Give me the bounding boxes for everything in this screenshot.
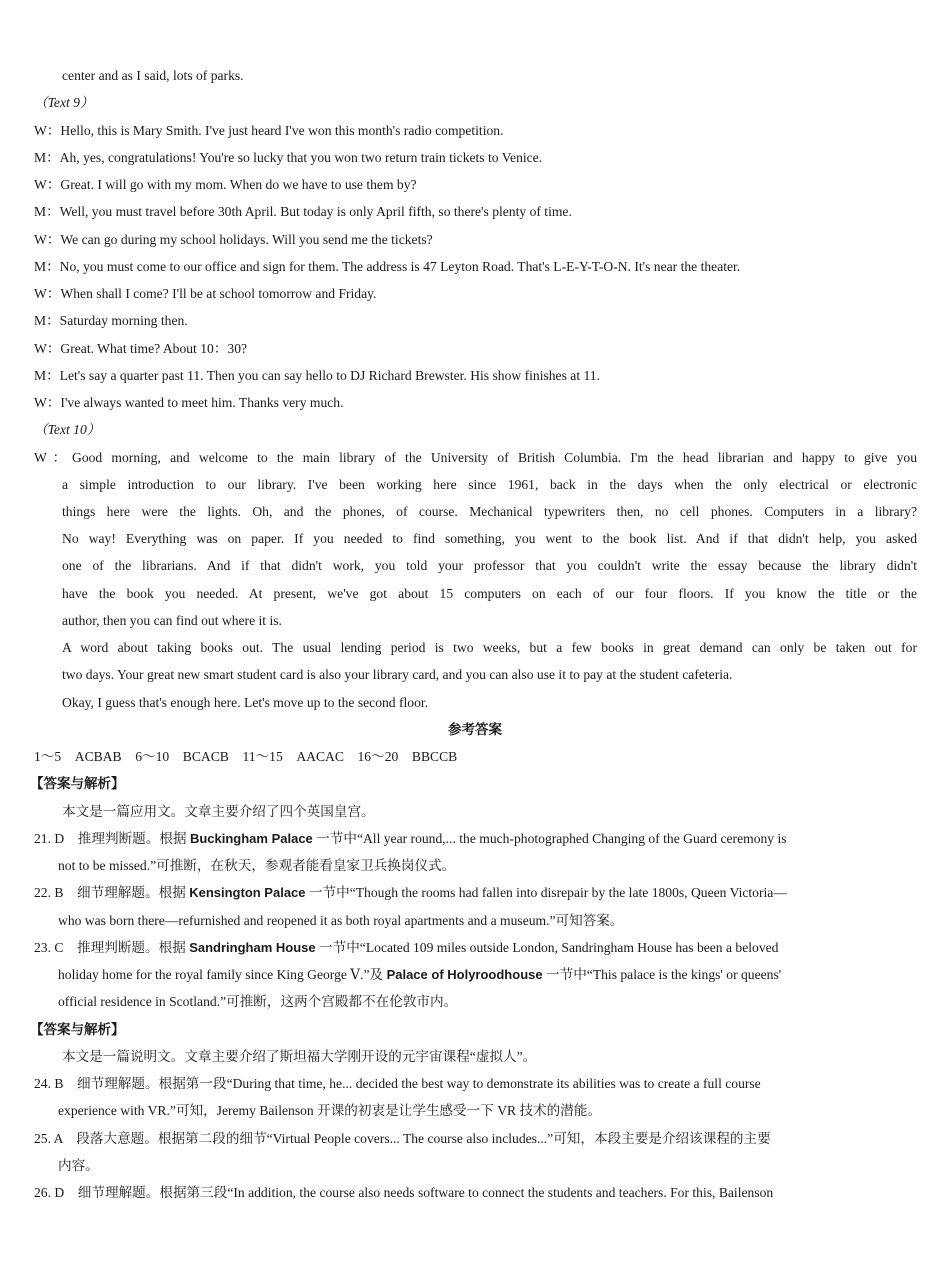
dialogue-line: W：Great. I will go with my mom. When do we have to use them by?	[34, 177, 417, 192]
analysis-heading: 【答案与解析】	[30, 776, 125, 792]
analysis-text: 21. D 推理判断题。根据	[34, 831, 190, 846]
section-name: Palace of Holyroodhouse	[386, 967, 543, 982]
analysis-text: official residence in Scotland.”可推断，这两个宫殿都不在伦敦市内。	[58, 994, 458, 1009]
analysis-text: 24. B 细节理解题。根据第一段“During that time, he... decided the best way to demonstrate its abilities was to create a full course	[34, 1076, 761, 1091]
dialogue-line: W：We can go during my school holidays. Will you send me the tickets?	[34, 232, 433, 247]
analysis-intro: 本文是一篇说明文。文章主要介绍了斯坦福大学刚开设的元宇宙课程“虚拟人”。	[62, 1049, 537, 1064]
dialogue-line: M：Well, you must travel before 30th April. But today is only April fifth, so there's plenty of time.	[34, 204, 572, 219]
dialogue-line: M：No, you must come to our office and sign for them. The address is 47 Leyton Road. That's L-E-Y-T-O-N. It's near the theater.	[34, 259, 741, 274]
monologue-line: W：Good morning, and welcome to the main library of the University of British Columbia. I'm the head librarian and happy to give you	[34, 450, 917, 465]
transcript-line: center and as I said, lots of parks.	[62, 68, 244, 83]
dialogue-line: M：Let's say a quarter past 11. Then you can say hello to DJ Richard Brewster. His show finishes at 11.	[34, 368, 600, 383]
analysis-item	[58, 966, 781, 984]
dialogue-line: W：Great. What time? About 10：30?	[34, 341, 248, 356]
dialogue-line: M：Ah, yes, congratulations! You're so lucky that you won two return train tickets to Venice.	[34, 150, 543, 165]
text10-label: （Text 10）	[34, 422, 101, 437]
dialogue-line: W：I've always wanted to meet him. Thanks very much.	[34, 395, 344, 410]
section-name: Kensington Palace	[189, 885, 306, 900]
analysis-text: 25. A 段落大意题。根据第二段的细节“Virtual People covers... The course also includes...”可知，本段主要是介绍该课程的主要	[34, 1131, 771, 1146]
analysis-text: 22. B 细节理解题。根据	[34, 885, 190, 900]
analysis-text: 内容。	[58, 1158, 99, 1173]
dialogue-line: M：Saturday morning then.	[34, 313, 188, 328]
monologue-line: things here were the lights. Oh, and the phones, of course. Mechanical typewriters then, no cell phones. Computers in a library?	[62, 504, 917, 519]
analysis-heading: 【答案与解析】	[30, 1022, 125, 1038]
section-name: Sandringham House	[189, 940, 316, 955]
monologue-line: Okay, I guess that's enough here. Let's move up to the second floor.	[62, 695, 429, 710]
dialogue-line: W：Hello, this is Mary Smith. I've just heard I've won this month's radio competition.	[34, 123, 504, 138]
section-name: Buckingham Palace	[189, 831, 313, 846]
analysis-item	[34, 884, 787, 902]
analysis-text: 一节中“Though the rooms had fallen into disrepair by the late 1800s, Queen Victoria—	[305, 885, 787, 900]
monologue-line: author, then you can find out where it is.	[62, 613, 282, 628]
analysis-text: holiday home for the royal family since King George Ⅴ.”及	[58, 967, 387, 982]
answers-title: 参考答案	[448, 722, 502, 738]
answer-key: 1～5 ACBAB 6～10 BCACB 11～15 AACAC 16～20 BBCCB	[34, 749, 458, 764]
analysis-intro: 本文是一篇应用文。文章主要介绍了四个英国皇宫。	[62, 804, 375, 819]
monologue-line: one of the librarians. And if that didn't work, you told your professor that you couldn't write the essay because the library didn't	[62, 558, 917, 573]
analysis-text: 一节中“Located 109 miles outside London, Sandringham House has been a beloved	[315, 940, 779, 955]
analysis-text: 23. C 推理判断题。根据	[34, 940, 190, 955]
dialogue-line: W：When shall I come? I'll be at school tomorrow and Friday.	[34, 286, 377, 301]
analysis-text: not to be missed.”可推断，在秋天，参观者能看皇家卫兵换岗仪式。	[58, 858, 456, 873]
analysis-item	[34, 939, 778, 957]
analysis-text: 26. D 细节理解题。根据第三段“In addition, the course also needs software to connect the students and teachers. For this, Bailenson	[34, 1185, 774, 1200]
monologue-line: A word about taking books out. The usual lending period is two weeks, but a few books in great demand can only be taken out for	[62, 640, 917, 655]
analysis-text: who was born there—refurnished and reopened it as both royal apartments and a museum.”可知答案。	[58, 913, 624, 928]
monologue-line: a simple introduction to our library. I've been working here since 1961, back in the days when the only electrical or electronic	[62, 477, 917, 492]
monologue-line: two days. Your great new smart student card is also your library card, and you can also use it to pay at the student cafeteria.	[62, 667, 733, 682]
analysis-text: 一节中“This palace is the kings' or queens'	[542, 967, 782, 982]
analysis-text: 一节中“All year round,... the much-photographed Changing of the Guard ceremony is	[312, 831, 787, 846]
analysis-text: experience with VR.”可知，Jeremy Bailenson 开课的初衷是让学生感受一下 VR 技术的潜能。	[58, 1103, 602, 1118]
analysis-item	[34, 830, 787, 848]
monologue-line: No way! Everything was on paper. If you needed to find something, you went to the book list. And if that didn't help, you asked	[62, 531, 917, 546]
text9-label: （Text 9）	[34, 95, 94, 110]
monologue-line: have the book you needed. At present, we've got about 15 computers on each of our four floors. If you know the title or the	[62, 586, 917, 601]
